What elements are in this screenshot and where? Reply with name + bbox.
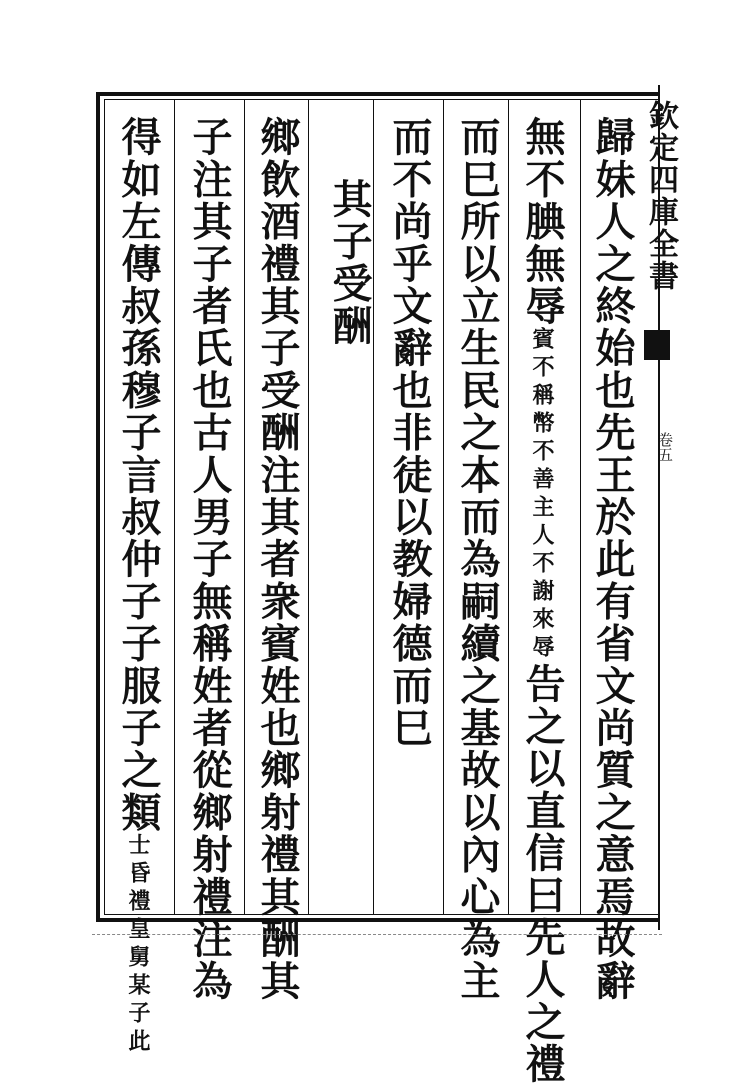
column-divider xyxy=(174,99,175,915)
main-text: 無不腆無辱 xyxy=(519,116,566,327)
text-column-6 xyxy=(252,116,302,1003)
main-text: 子注其子者氏也古人男子無稱姓者從鄉射禮注為 xyxy=(186,116,233,1003)
text-column-3 xyxy=(452,116,502,1003)
annotation xyxy=(515,327,567,663)
book-title: 欽定四庫全書 xyxy=(643,100,678,292)
main-text: 鄉飲酒禮其子受酬注其者衆賓姓也鄉射禮其酬其 xyxy=(254,116,301,1003)
annotation-line: 舅某子此 xyxy=(125,945,151,1058)
annotation-line: 賓不稱幣不善 xyxy=(529,327,555,495)
annotation-line: 士昏禮皇 xyxy=(125,833,151,946)
column-divider xyxy=(508,99,509,915)
column-divider xyxy=(244,99,245,915)
main-text: 而巳所以立生民之本而為嗣續之基故以內心為主 xyxy=(454,116,501,1003)
main-text: 而不尚乎文辭也非徒以教婦德而巳 xyxy=(386,116,433,749)
column-divider xyxy=(580,99,581,915)
text-column-2 xyxy=(517,116,567,1085)
text-column-4 xyxy=(384,116,434,916)
column-divider xyxy=(308,99,309,915)
volume-label: 卷五 xyxy=(656,432,674,462)
annotation-line: 主人不謝來辱 xyxy=(529,495,555,663)
main-text: 歸妹人之終始也先王於此有省文尚質之意焉故辭 xyxy=(589,116,636,1003)
fish-tail-mark xyxy=(644,330,670,360)
main-text: 得如左傳叔孫穆子言叔仲子子服子之類 xyxy=(115,116,162,834)
column-divider xyxy=(443,99,444,915)
bottom-rule xyxy=(92,934,662,936)
text-column-7 xyxy=(184,116,234,1003)
section-heading: 其子受酬 xyxy=(326,178,373,347)
text-column-8 xyxy=(113,116,163,1058)
main-text: 告之以直信曰先人之禮 xyxy=(519,663,566,1085)
text-column-1 xyxy=(587,116,637,1003)
